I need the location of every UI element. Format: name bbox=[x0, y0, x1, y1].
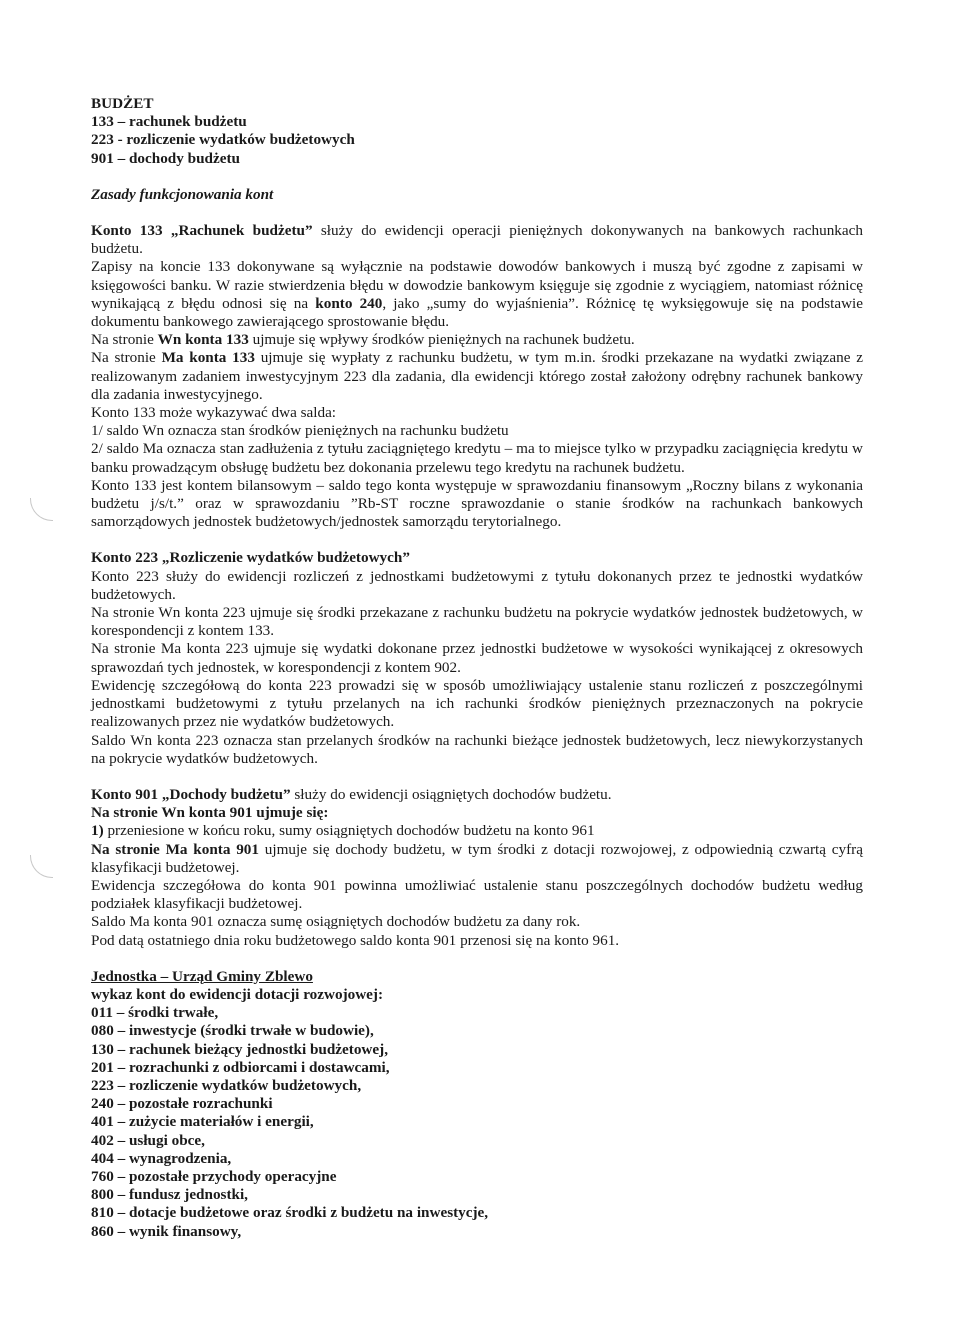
paragraph: Ewidencja szczegółowa do konta 901 powinna umożliwiać ustalenie stanu poszczególnych dochodów budżetu według podziałek klasyfikacji budżetowej. bbox=[91, 876, 863, 913]
paragraph bbox=[91, 222, 863, 258]
paragraph bbox=[91, 786, 863, 804]
list-item: 130 – rachunek bieżący jednostki budżetowej, bbox=[91, 1040, 388, 1058]
text: ujmuje się dochody budżetu, w tym środki z dotacji rozwojowej, z odpowiednią czwartą cyfrą klasyfikacji budżetowej. bbox=[91, 840, 863, 876]
list-item: 201 – rozrachunki z odbiorcami i dostawcami, bbox=[91, 1058, 390, 1076]
text: służy do ewidencji operacji pieniężnych dokonywanych na bankowych rachunkach budżetu. bbox=[91, 222, 863, 258]
paragraph: Saldo Ma konta 901 oznacza sumę osiągniętych dochodów budżetu za dany rok. bbox=[91, 913, 581, 931]
bold-term: Konto 133 „Rachunek budżetu” bbox=[91, 222, 313, 240]
bold-term: Ma konta 133 bbox=[161, 349, 255, 367]
paragraph bbox=[91, 841, 863, 877]
account-line: 901 – dochody budżetu bbox=[91, 149, 240, 167]
punch-hole-mark bbox=[30, 498, 53, 521]
paragraph: Konto 133 może wykazywać dwa salda: bbox=[91, 404, 337, 422]
bold-term: 1) bbox=[91, 822, 104, 840]
section-heading: Konto 223 „Rozliczenie wydatków budżetowych” bbox=[91, 549, 410, 567]
section-heading: Jednostka – Urząd Gminy Zblewo bbox=[91, 967, 313, 985]
punch-hole-mark bbox=[30, 855, 53, 878]
list-item: 760 – pozostałe przychody operacyjne bbox=[91, 1167, 337, 1185]
paragraph: 1/ saldo Wn oznacza stan środków pieniężnych na rachunku budżetu bbox=[91, 422, 509, 440]
list-item: 860 – wynik finansowy, bbox=[91, 1222, 242, 1240]
paragraph: Ewidencję szczegółową do konta 223 prowadzi się w sposób umożliwiający ustalenie stanu rozliczeń z poszczególnymi jednostkami budżetowymi z tytułu przelanych na ich rachunki środków pieniężnych przeznaczonych na pokrycie realizowanych przez nie wydatków budżetowych. bbox=[91, 676, 863, 731]
paragraph: Pod datą ostatniego dnia roku budżetowego saldo konta 901 przenosi się na konto 961. bbox=[91, 931, 620, 949]
paragraph: Konto 133 jest kontem bilansowym – saldo tego konta występuje w sprawozdaniu finansowym „Roczny bilans z wykonania budżetu j/s/t.” oraz w sprawozdaniu ”Rb-ST roczne sprawozdanie o stanie środków na rachunkach bankowych samorządowych jednostek budżetowych/jednostek samorządu terytorialnego. bbox=[91, 476, 863, 531]
text: Na stronie bbox=[91, 349, 162, 367]
list-item: 401 – zużycie materiałów i energii, bbox=[91, 1113, 314, 1131]
bold-term: Wn konta 133 bbox=[157, 331, 249, 349]
paragraph: Na stronie Ma konta 223 ujmuje się wydatki dokonane przez jednostki budżetowe w wysokości wynikającej z okresowych sprawozdań tych jednostek, w korespondencji z kontem 902. bbox=[91, 640, 863, 676]
text: Na stronie bbox=[91, 331, 158, 349]
text: służy do ewidencji osiągniętych dochodów budżetu. bbox=[290, 785, 612, 803]
account-line: 133 – rachunek budżetu bbox=[91, 113, 247, 131]
list-item: 080 – inwestycje (środki trwałe w budowie), bbox=[91, 1022, 374, 1040]
text: przeniesione w końcu roku, sumy osiągniętych dochodów budżetu na konto 961 bbox=[103, 822, 595, 840]
list-item: 223 – rozliczenie wydatków budżetowych, bbox=[91, 1076, 362, 1094]
list-item: 404 – wynagrodzenia, bbox=[91, 1149, 232, 1167]
account-list bbox=[91, 1004, 863, 1241]
paragraph bbox=[91, 349, 863, 404]
bold-term: Konto 901 „Dochody budżetu” bbox=[91, 785, 291, 803]
list-item: 810 – dotacje budżetowe oraz środki z budżetu na inwestycje, bbox=[91, 1204, 489, 1222]
text: ujmuje się wypłaty z rachunku budżetu, w tym m.in. środki przekazane na wydatki związane z realizowanym zadaniem inwestycyjnym 223 dla zadania, dla ewidencji którego został założony odrębny rachunek bankowy dla zadania inwestycyjnego. bbox=[91, 349, 863, 403]
text: Zapisy na koncie 133 dokonywane są wyłącznie na podstawie dowodów bankowych i muszą być zgodne z zapisami w księgowości banku. W razie stwierdzenia błędu w dowodzie bankowym księguje się zgodnie z wyciągiem, natomiast różnicę wynikającą z błędu odnosi się na bbox=[91, 258, 863, 312]
bold-term: konto 240 bbox=[315, 294, 383, 312]
section-heading: Zasady funkcjonowania kont bbox=[91, 185, 274, 203]
paragraph bbox=[91, 331, 863, 349]
paragraph: Na stronie Wn konta 223 ujmuje się środki przekazane z rachunku budżetu na pokrycie wydatków jednostek budżetowych, w korespondencji z kontem 133. bbox=[91, 604, 863, 640]
text: , jako „sumy do wyjaśnienia”. Różnicę tę wyksięgowuje się na podstawie dokumentu bankowego zawierającego sprostowanie błędu. bbox=[91, 294, 864, 331]
list-heading: wykaz kont do ewidencji dotacji rozwojowej: bbox=[91, 985, 384, 1003]
list-item: 011 – środki trwałe, bbox=[91, 1004, 219, 1022]
account-line: 223 - rozliczenie wydatków budżetowych bbox=[91, 131, 355, 149]
text: ujmuje się wpływy środków pieniężnych na rachunek budżetu. bbox=[248, 331, 635, 349]
paragraph: 2/ saldo Ma oznacza stan zadłużenia z tytułu zaciągniętego kredytu – ma to miejsce tylko w przypadku zaciągnięcia kredytu w banku prowadzącym obsługę budżetu bez dokonania przelewu tego kredytu na rachunek budżetu. bbox=[91, 440, 863, 476]
document-body bbox=[91, 95, 863, 1241]
paragraph: Saldo Wn konta 223 oznacza stan przelanych środków na rachunki bieżące jednostek budżetowych, lecz niewykorzystanych na pokrycie wydatków budżetowych. bbox=[91, 731, 863, 767]
bold-term: Na stronie Ma konta 901 bbox=[91, 840, 259, 858]
paragraph: Na stronie Wn konta 901 ujmuje się: bbox=[91, 804, 329, 822]
list-item: 402 – usługi obce, bbox=[91, 1131, 205, 1149]
list-item: 240 – pozostałe rozrachunki bbox=[91, 1095, 273, 1113]
paragraph bbox=[91, 258, 863, 331]
paragraph bbox=[91, 822, 863, 840]
doc-title: BUDŻET bbox=[91, 95, 154, 112]
list-item: 800 – fundusz jednostki, bbox=[91, 1186, 248, 1204]
paragraph: Konto 223 służy do ewidencji rozliczeń z jednostkami budżetowymi z tytułu dokonanych przez te jednostki wydatków budżetowych. bbox=[91, 567, 863, 603]
